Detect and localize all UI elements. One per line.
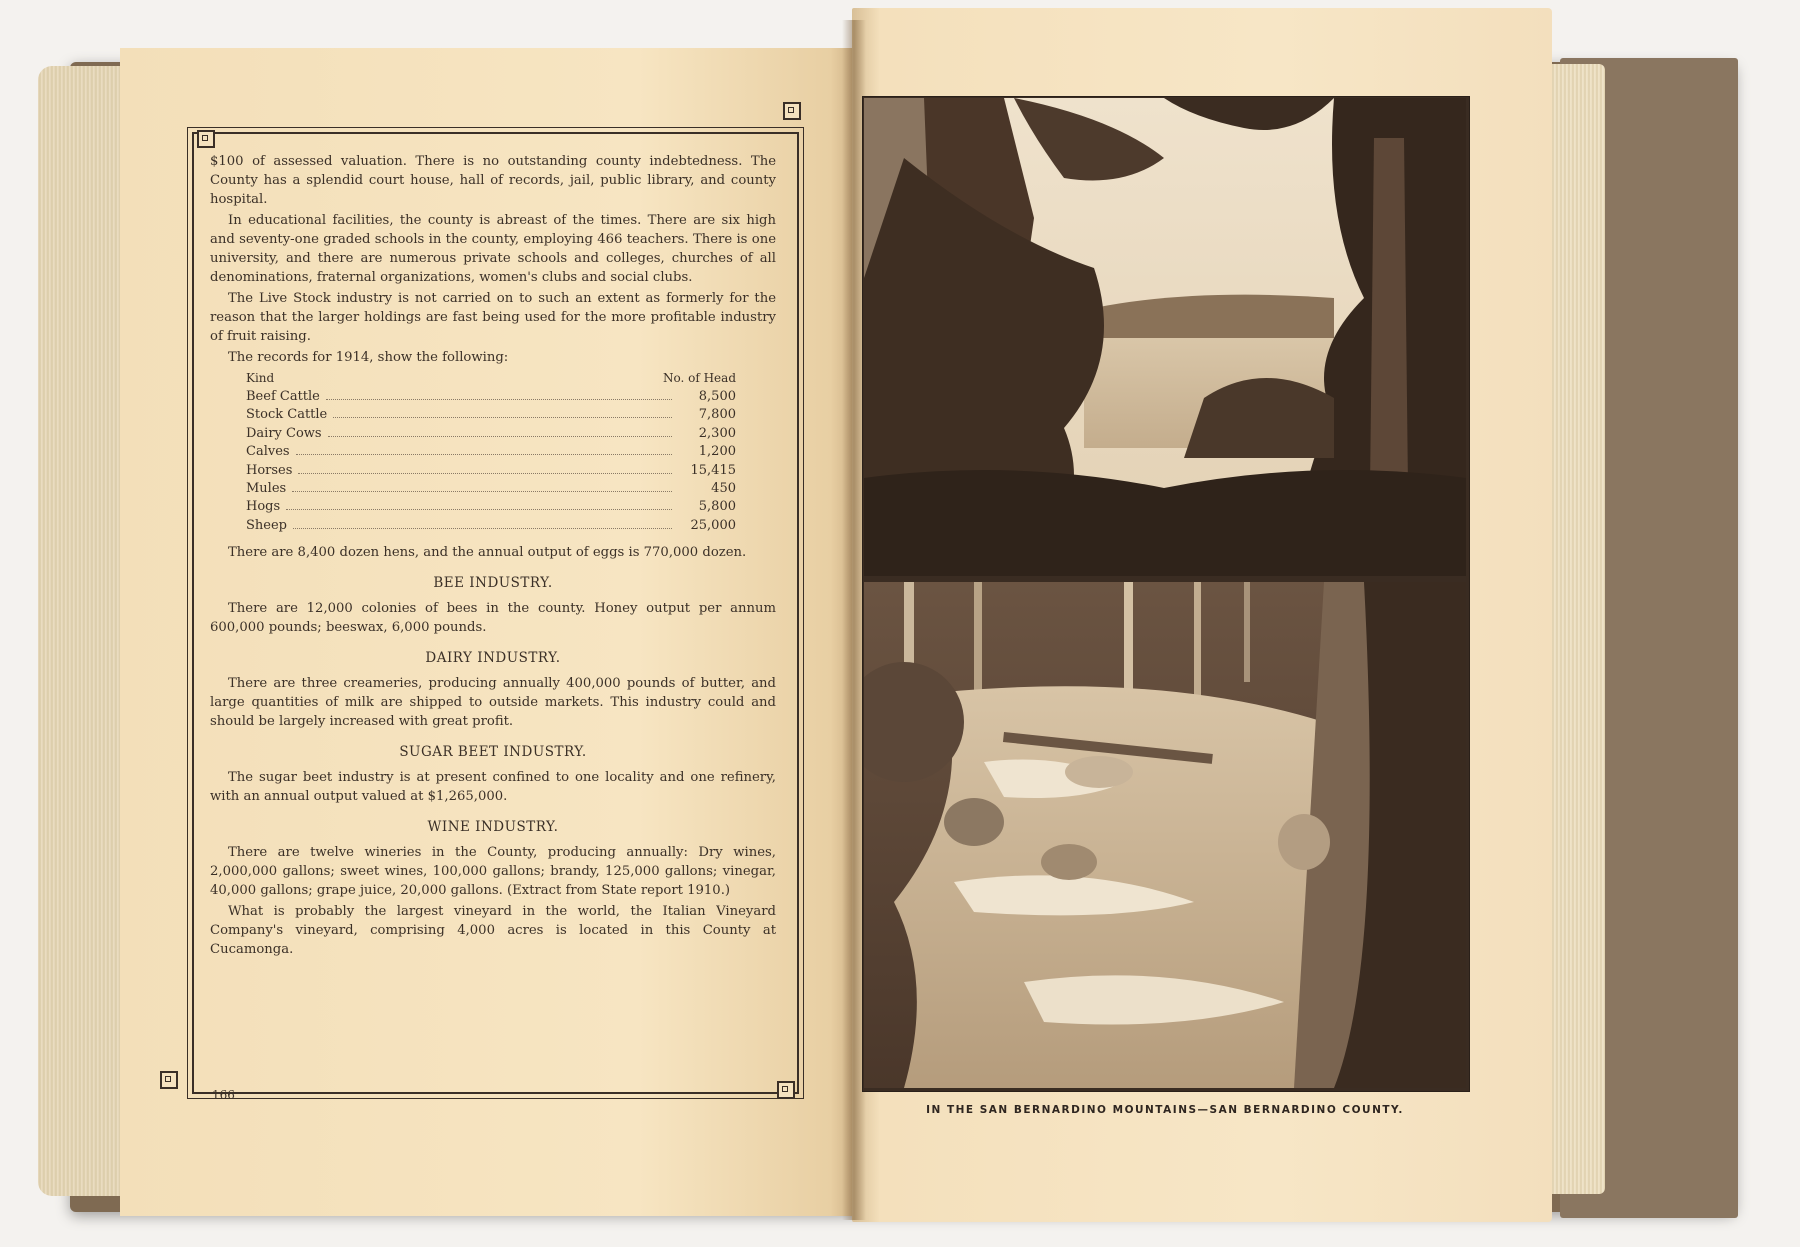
livestock-table — [246, 369, 736, 535]
livestock-kind: Sheep — [246, 517, 287, 533]
livestock-row — [246, 443, 736, 461]
frame-corner-ornament — [777, 1081, 795, 1099]
livestock-kind: Beef Cattle — [246, 389, 320, 404]
dot-leader — [326, 399, 672, 400]
dot-leader — [293, 528, 672, 529]
dot-leader — [328, 436, 672, 437]
dot-leader — [296, 454, 672, 455]
dot-leader — [286, 509, 672, 510]
lake-photo-svg — [864, 98, 1466, 576]
frame-corner-ornament — [197, 130, 215, 148]
livestock-kind: Calves — [246, 444, 290, 460]
left-page-text — [210, 152, 776, 961]
frame-corner-ornament — [783, 102, 801, 120]
photo-caption: IN THE SAN BERNARDINO MOUNTAINS—SAN BERNARDINO COUNTY. — [926, 1104, 1404, 1116]
section-heading: WINE INDUSTRY. — [427, 819, 559, 836]
section-paragraph: What is probably the largest vineyard in the world, the Italian Vineyard Company's vineyard, comprising 4,000 acres is located in this County at Cucamonga. — [210, 904, 776, 958]
dot-leader — [298, 473, 672, 474]
livestock-kind: Hogs — [246, 499, 281, 515]
section-heading: DAIRY INDUSTRY. — [425, 650, 561, 667]
col-head-header: No. of Head — [662, 371, 736, 385]
section-heading: SUGAR BEET INDUSTRY. — [399, 744, 587, 761]
livestock-kind: Horses — [246, 462, 293, 478]
paragraph: In educational facilities, the county is abreast of the times. There are six high and seventy-one graded schools in the county, employing 466 teachers. There is one university, and there are numerous private schools and colleges, churches of all denominations, fraternal organizations, women's clubs and social clubs. — [210, 213, 776, 285]
livestock-row — [246, 406, 736, 424]
paragraph: $100 of assessed valuation. There is no outstanding county indebtedness. The County has a splendid court house, hall of records, jail, public library, and county hospital. — [210, 154, 776, 207]
frame-corner-ornament — [160, 1071, 178, 1089]
livestock-row — [246, 480, 736, 498]
livestock-rows — [246, 388, 736, 535]
livestock-row — [246, 517, 736, 535]
industry-sections — [210, 574, 776, 959]
livestock-head-count: 1,200 — [698, 444, 736, 460]
livestock-row — [246, 388, 736, 406]
livestock-head-count: 25,000 — [690, 517, 736, 533]
dot-leader — [333, 417, 672, 418]
livestock-head-count: 15,415 — [690, 462, 736, 478]
dot-leader — [292, 491, 672, 492]
section-paragraph: There are twelve wineries in the County, producing annually: Dry wines, 2,000,000 gallons; sweet wines, 100,000 gallons; brandy, 125,000 gallons; vinegar, 40,000 gallons; grape juice, 20,000 gallons. (Extract from State report 1910.) — [210, 845, 776, 899]
section-paragraph: There are 12,000 colonies of bees in the county. Honey output per annum 600,000 pounds; beeswax, 6,000 pounds. — [210, 601, 776, 636]
livestock-row — [246, 498, 736, 516]
section-heading: BEE INDUSTRY. — [433, 575, 553, 592]
livestock-head-count: 8,500 — [698, 389, 736, 404]
livestock-head-count: 2,300 — [698, 425, 736, 441]
livestock-kind: Stock Cattle — [246, 407, 328, 423]
livestock-kind: Mules — [246, 481, 287, 497]
page-number: 166 — [212, 1088, 235, 1102]
photo-mountain-lake — [864, 98, 1466, 576]
livestock-head-count: 450 — [711, 481, 736, 497]
photo-mountain-stream — [864, 582, 1466, 1088]
stream-photo-svg — [864, 582, 1466, 1088]
paragraph: The Live Stock industry is not carried on to such an extent as formerly for the reason that the larger holdings are fast being used for the more profitable industry of fruit raising. — [210, 291, 776, 344]
livestock-row — [246, 425, 736, 443]
livestock-row — [246, 462, 736, 480]
section-paragraph: There are three creameries, producing annually 400,000 pounds of butter, and large quantities of milk are shipped to outside markets. This industry could and should be largely increased with great profit. — [210, 676, 776, 730]
col-kind-header: Kind — [246, 371, 275, 385]
livestock-table-header — [246, 369, 736, 388]
livestock-kind: Dairy Cows — [246, 425, 322, 441]
livestock-head-count: 5,800 — [698, 499, 736, 515]
section-paragraph: The sugar beet industry is at present confined to one locality and one refinery, with an annual output valued at $1,265,000. — [210, 770, 776, 805]
paragraph: The records for 1914, show the following: — [228, 350, 509, 365]
paragraph-eggs: There are 8,400 dozen hens, and the annual output of eggs is 770,000 dozen. — [228, 545, 747, 561]
livestock-head-count: 7,800 — [698, 407, 736, 423]
